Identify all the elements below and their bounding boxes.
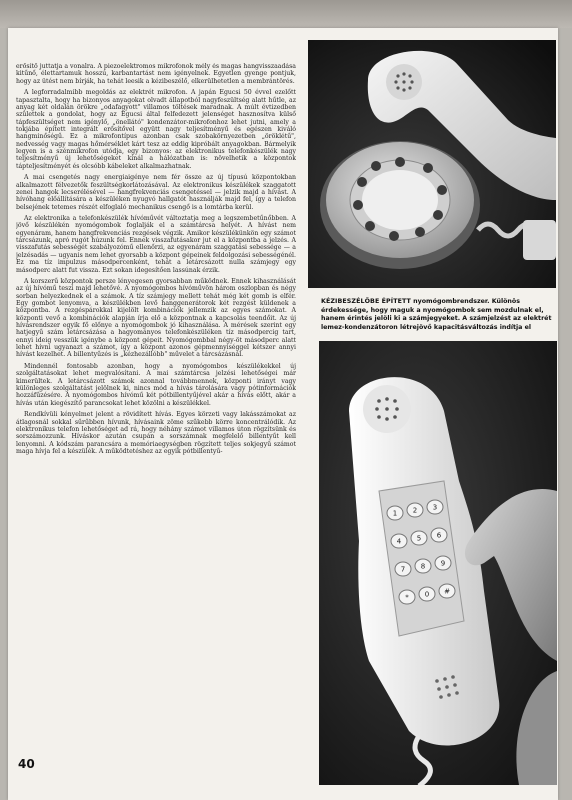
keypad-key-label: 9 <box>440 559 446 568</box>
keypad-key-label: * <box>405 593 409 602</box>
keypad-key-label: 2 <box>412 506 418 515</box>
photo-dial-and-handset <box>308 40 556 288</box>
keypad-key-label: 1 <box>392 509 398 518</box>
article-paragraph: Mindennél fontosabb azonban, hogy a nyomógombos készülékekkel új szolgáltatásokat lehet megvalósítani. A mai számtárcsa jelzési lehetőségei már kimerültek. A letárcsázott számok azonnal továbbmennek, központi irányt vagy különleges szolgáltatást jelölnek ki, nincs mód a hívás tárolására vagy pótinformációk hozzáfűzésére. A nyomógombos hívómű két pótbillentyűjével akár a hívás előtt, akár a hívás után kiegészítő parancsokat lehet közölni a készülékkel. <box>16 363 296 407</box>
keypad-key-label: 5 <box>416 534 422 543</box>
photo-dial-and-handset-illustration <box>308 40 556 288</box>
photo-caption <box>321 298 553 332</box>
article-paragraph: A mai csengetés nagy energiaigénye nem fér össze az új típusú központokban alkalmazott félvezetők feszültségkorlátozásával. Az elektronikus készülékek szaggatott zenei hangok lecserélésével — hangfrekvenciás csengetéssel — jelzik majd a hívást. A hívóhang előállítására a készüléken nyugvó hallgatót használják majd fel, így a telefon belsejének tetemes részét elfoglaló mechanikus csengő is a lomtárba kerül. <box>16 174 296 211</box>
caption-text: nyomógombrendszer. Különös érdekessége, hogy maguk a nyomógombok sem mozdulnak el, hanem érintés jelöli ki a számjegyeket. A számjelzést az elektrét lemez-kondenzátoron létrejövő kapacitásváltozás indítja el <box>321 298 552 331</box>
article-paragraph: A legforradalmibb megoldás az elektrét mikrofon. A japán Egucsi 50 évvel ezelőtt tapasztalta, hogy ha bizonyos anyagokat olvadt állapotból nagyfeszültség alatt hűtle, az anyag két oldalán örökre „odafagyott" villamos töltések maradnak. A múlt évtizedben születtek a gondolat, hogy az Egucsi által felfedezett jelenséget hasznosítva külső tápfeszültséget nem igénylő, „önellátó" kondenzátor-mikrofonhoz lehet jutni, amely a tokjába épített integrált erősítővel együtt nagy teljesítményű és egészen kiváló hangminőségű. Ez a mikrofontípus azonban csak szobakörnyezetben „öröklétű", nedvesség vagy magas hőmérséklet kárt tesz az eddig kipróbált anyagokban. Bármelyik legyen is a szénmikrofon utódja, egy bizonyos: az elektronikus telefonkészülék nagy teljesítményű új lehetőségeket kínál a hálózatban is: növelhetik a központok tápteljesítményét és olcsóbb kábeleket alkalmazhatnak. <box>16 89 296 170</box>
caption-lead: KÉZIBESZÉLŐBE ÉPÍTETT <box>321 298 411 305</box>
article-column <box>16 63 296 753</box>
keypad-key-label: 8 <box>420 562 426 571</box>
article-paragraph: erősítő juttatja a vonalra. A piezoelektromos mikrofonok mély és magas hangvisszaadása kitűnő, élettartamuk hosszú, karbantartást nem igényelnek. Egyetlen gyenge pontjuk, hogy az ütést nem bírják, ha tehát leesik a kézibeszélő, elkerülhetetlen a membrántörés. <box>16 63 296 85</box>
page-number: 40 <box>18 757 35 771</box>
article-paragraph: Az elektronika a telefonkészülék hívóművét változtatja meg a legszembetűnőbben. A jövő készülékén nyomógombok foglalják el a számtárcsa helyét. A hívást nem egyenáram, hanem hangfrekvenciás rezgések végzik. Amikor készülékünkön egy számot tárcsázunk, apró rugót húzunk fel. Ennek visszafutásakor jut el a központba a jelzés. A visszafutás sebességét szabályozómű ellenőrzi, az egyenáram szaggatási sebessége — a jelzésadás — ugyanis nem lehet gyorsabb a központ gépeinek feldolgozási sebességénél. Ez ma tíz impulzus másodpercenként, tehát a letárcsázott nulla számjegy egy másodperc alatt fut vissza. Ezt sokan idegesítően lassúnak érzik. <box>16 215 296 274</box>
keypad-key-label: 7 <box>400 565 406 574</box>
photo-pushbutton-handset <box>319 341 557 785</box>
article-paragraph: Rendkívüli kényelmet jelent a rövidített hívás. Egyes körzeti vagy lakásszámokat az átlagosnál sokkal sűrűbben hívunk, hívásaink zöme szűkebb körre koncentrálódik. Az elektronikus telefon lehetőséget ad rá, hogy néhány számot villamos úton rögzítsünk és sorszámozzunk. Híváskor azután csupán a sorszámnak megfelelő billentyűt kell lenyomni. A kódszám parancsára a memóriaegységben rögzített teljes sokjegyű számot maga hívja fel a készülék. A működtetéshez az egyik pótbillentyű- <box>16 411 296 455</box>
keypad-key-label: 4 <box>396 537 402 546</box>
keypad-key-label: 6 <box>436 531 442 540</box>
keypad-key-label: 0 <box>424 590 430 599</box>
photo-pushbutton-handset-illustration <box>319 341 557 785</box>
scan-background <box>0 0 572 28</box>
keypad-key-label: # <box>444 587 450 596</box>
keypad-key-label: 3 <box>432 503 438 512</box>
article-paragraph: A korszerű központok persze lényegesen gyorsabban működnek. Ennek kihasználását az új hívómű teszi majd lehetővé. A nyomógombos hívóművön három oszlopban és négy sorban helyezkednek el a számok. A tíz számjegy mellett tehát még két gomb is elfér. Egy gombot lenyomva, a készülékben levő hanggenerátorok két rezgést küldenek a központba. A rezgéspárokkal kijelölt kombinációk jellemzik az egyes számokat. A központi vevő a kombinációk alapján írja elő a központnak a kapcsolás teendőit. Az új hívásrendszer egyik fő előnye a nyomógombok jó kihasználása. A mérések szerint egy hatjegyű szám letárcsázása a hagyományos telefonkészüléken tíz másodpercig tart, ennyi ideig vesszük igénybe a központ gépeit. Nyomógombbal négy-öt másodperc alatt lehet hívni ugyanazt a számot, így a központ azonos gépmennyiséggel kétszer annyi hívást kezelhet. A billentyűzés is „kézhezállóbb" művelet a tárcsázásnál. <box>16 278 296 359</box>
